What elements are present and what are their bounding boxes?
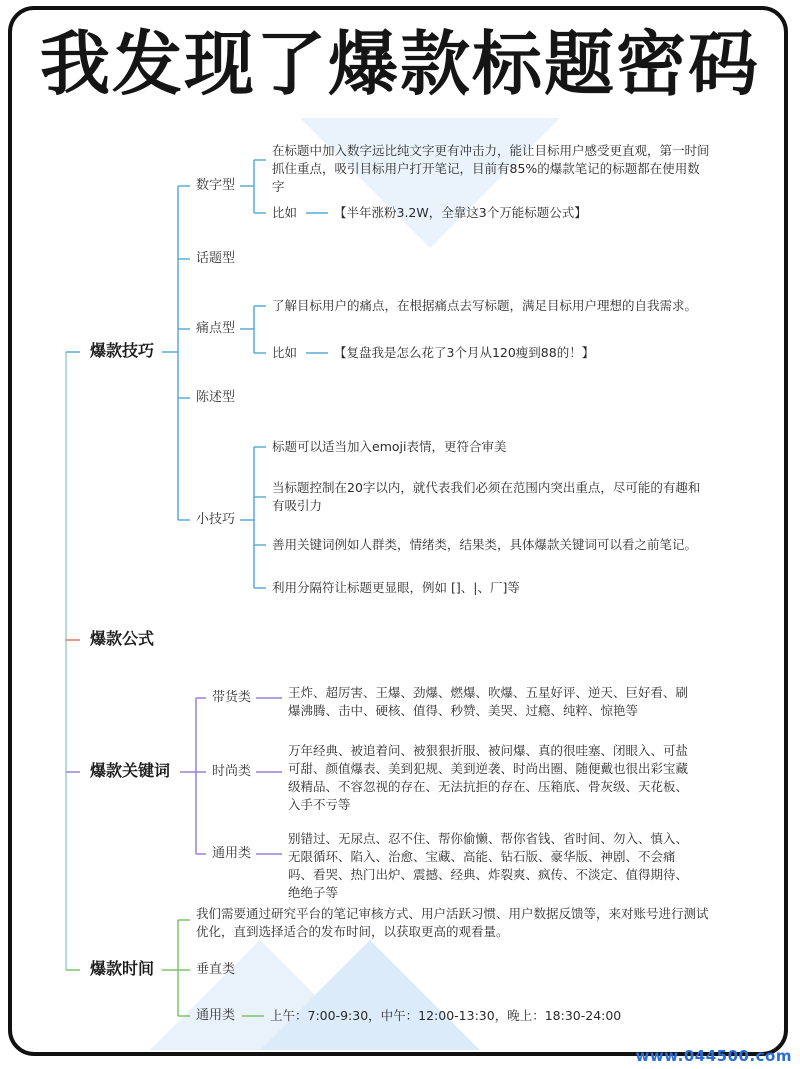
tip-separator: 利用分隔符让标题更显眼，例如 []、|、厂]等	[272, 580, 520, 595]
node-formula: 爆款公式	[90, 629, 155, 648]
pain-type-example-label: 比如	[272, 345, 298, 360]
node-skills: 爆款技巧	[90, 341, 155, 360]
node-time: 爆款时间	[90, 959, 155, 978]
node-vertical-type: 垂直类	[196, 962, 236, 977]
tip-length: 当标题控制在20字以内，就代表我们必须在范围内突出重点，尽可能的有趣和有吸引力	[272, 480, 701, 513]
time-intro: 我们需要通过研究平台的笔记审核方式、用户活跃习惯、用户数据反馈等，来对账号进行测试优化，直到选择适合的发布时间，以获取更高的观看量。	[196, 906, 709, 939]
node-general-type: 通用类	[212, 846, 252, 861]
node-topic-type: 话题型	[196, 251, 236, 266]
node-tips: 小技巧	[196, 512, 236, 527]
number-type-example-label: 比如	[272, 205, 298, 220]
fashion-keywords: 万年经典、被追着问、被狠狠折服、被问爆、真的很哇塞、闭眼入、可盐可甜、颜值爆表、美到犯规、美到逆袭、时尚出圈、随便戴也很出彩宝藏级精品、不容忽视的存在、无法抗拒的存在、压箱底、骨灰级、天花板、入手不亏等	[288, 743, 689, 812]
number-type-desc: 在标题中加入数字远比纯文字更有冲击力，能让目标用户感受更直观，第一时间抓住重点，吸引目标用户打开笔记，目前有85%的爆款笔记的标题都在使用数字	[272, 143, 710, 194]
time-slots: 上午：7:00-9:30，中午：12:00-13:30，晚上：18:30-24:00	[270, 1008, 622, 1023]
node-keywords: 爆款关键词	[90, 761, 171, 780]
page-title: 我发现了爆款标题密码	[40, 23, 760, 105]
tip-emoji: 标题可以适当加入emoji表情，更符合审美	[272, 439, 507, 454]
node-statement-type: 陈述型	[196, 390, 236, 405]
node-number-type: 数字型	[196, 178, 236, 193]
node-sales-type: 带货类	[212, 690, 252, 705]
number-type-example: 【半年涨粉3.2W，全靠这3个万能标题公式】	[334, 205, 587, 220]
node-time-general-type: 通用类	[196, 1008, 236, 1023]
general-keywords: 别错过、无尿点、忍不住、帮你偷懒、帮你省钱、省时间、勿入、慎入、无限循环、陷入、治愈、宝藏、高能、钻石版、豪华版、神剧、不会痛吗、看哭、热门出炉、震撼、经典、炸裂爽、疯传、不淡定、值得期待、绝绝子等	[288, 831, 689, 900]
node-pain-type: 痛点型	[196, 321, 236, 336]
sales-keywords: 王炸、超厉害、王爆、劲爆、燃爆、吹爆、五星好评、逆天、巨好看、刷爆沸腾、击中、硬核、值得、秒赞、美哭、过瘾、纯粹、惊艳等	[288, 685, 689, 718]
watermark: www.044500.com	[635, 1047, 792, 1065]
node-fashion-type: 时尚类	[212, 764, 252, 779]
pain-type-example: 【复盘我是怎么花了3个月从120瘦到88的！】	[334, 345, 595, 360]
pain-type-desc: 了解目标用户的痛点，在根据痛点去写标题，满足目标用户理想的自我需求。	[272, 298, 698, 313]
tip-keywords: 善用关键词例如人群类，情绪类，结果类，具体爆款关键词可以看之前笔记。	[272, 537, 698, 552]
